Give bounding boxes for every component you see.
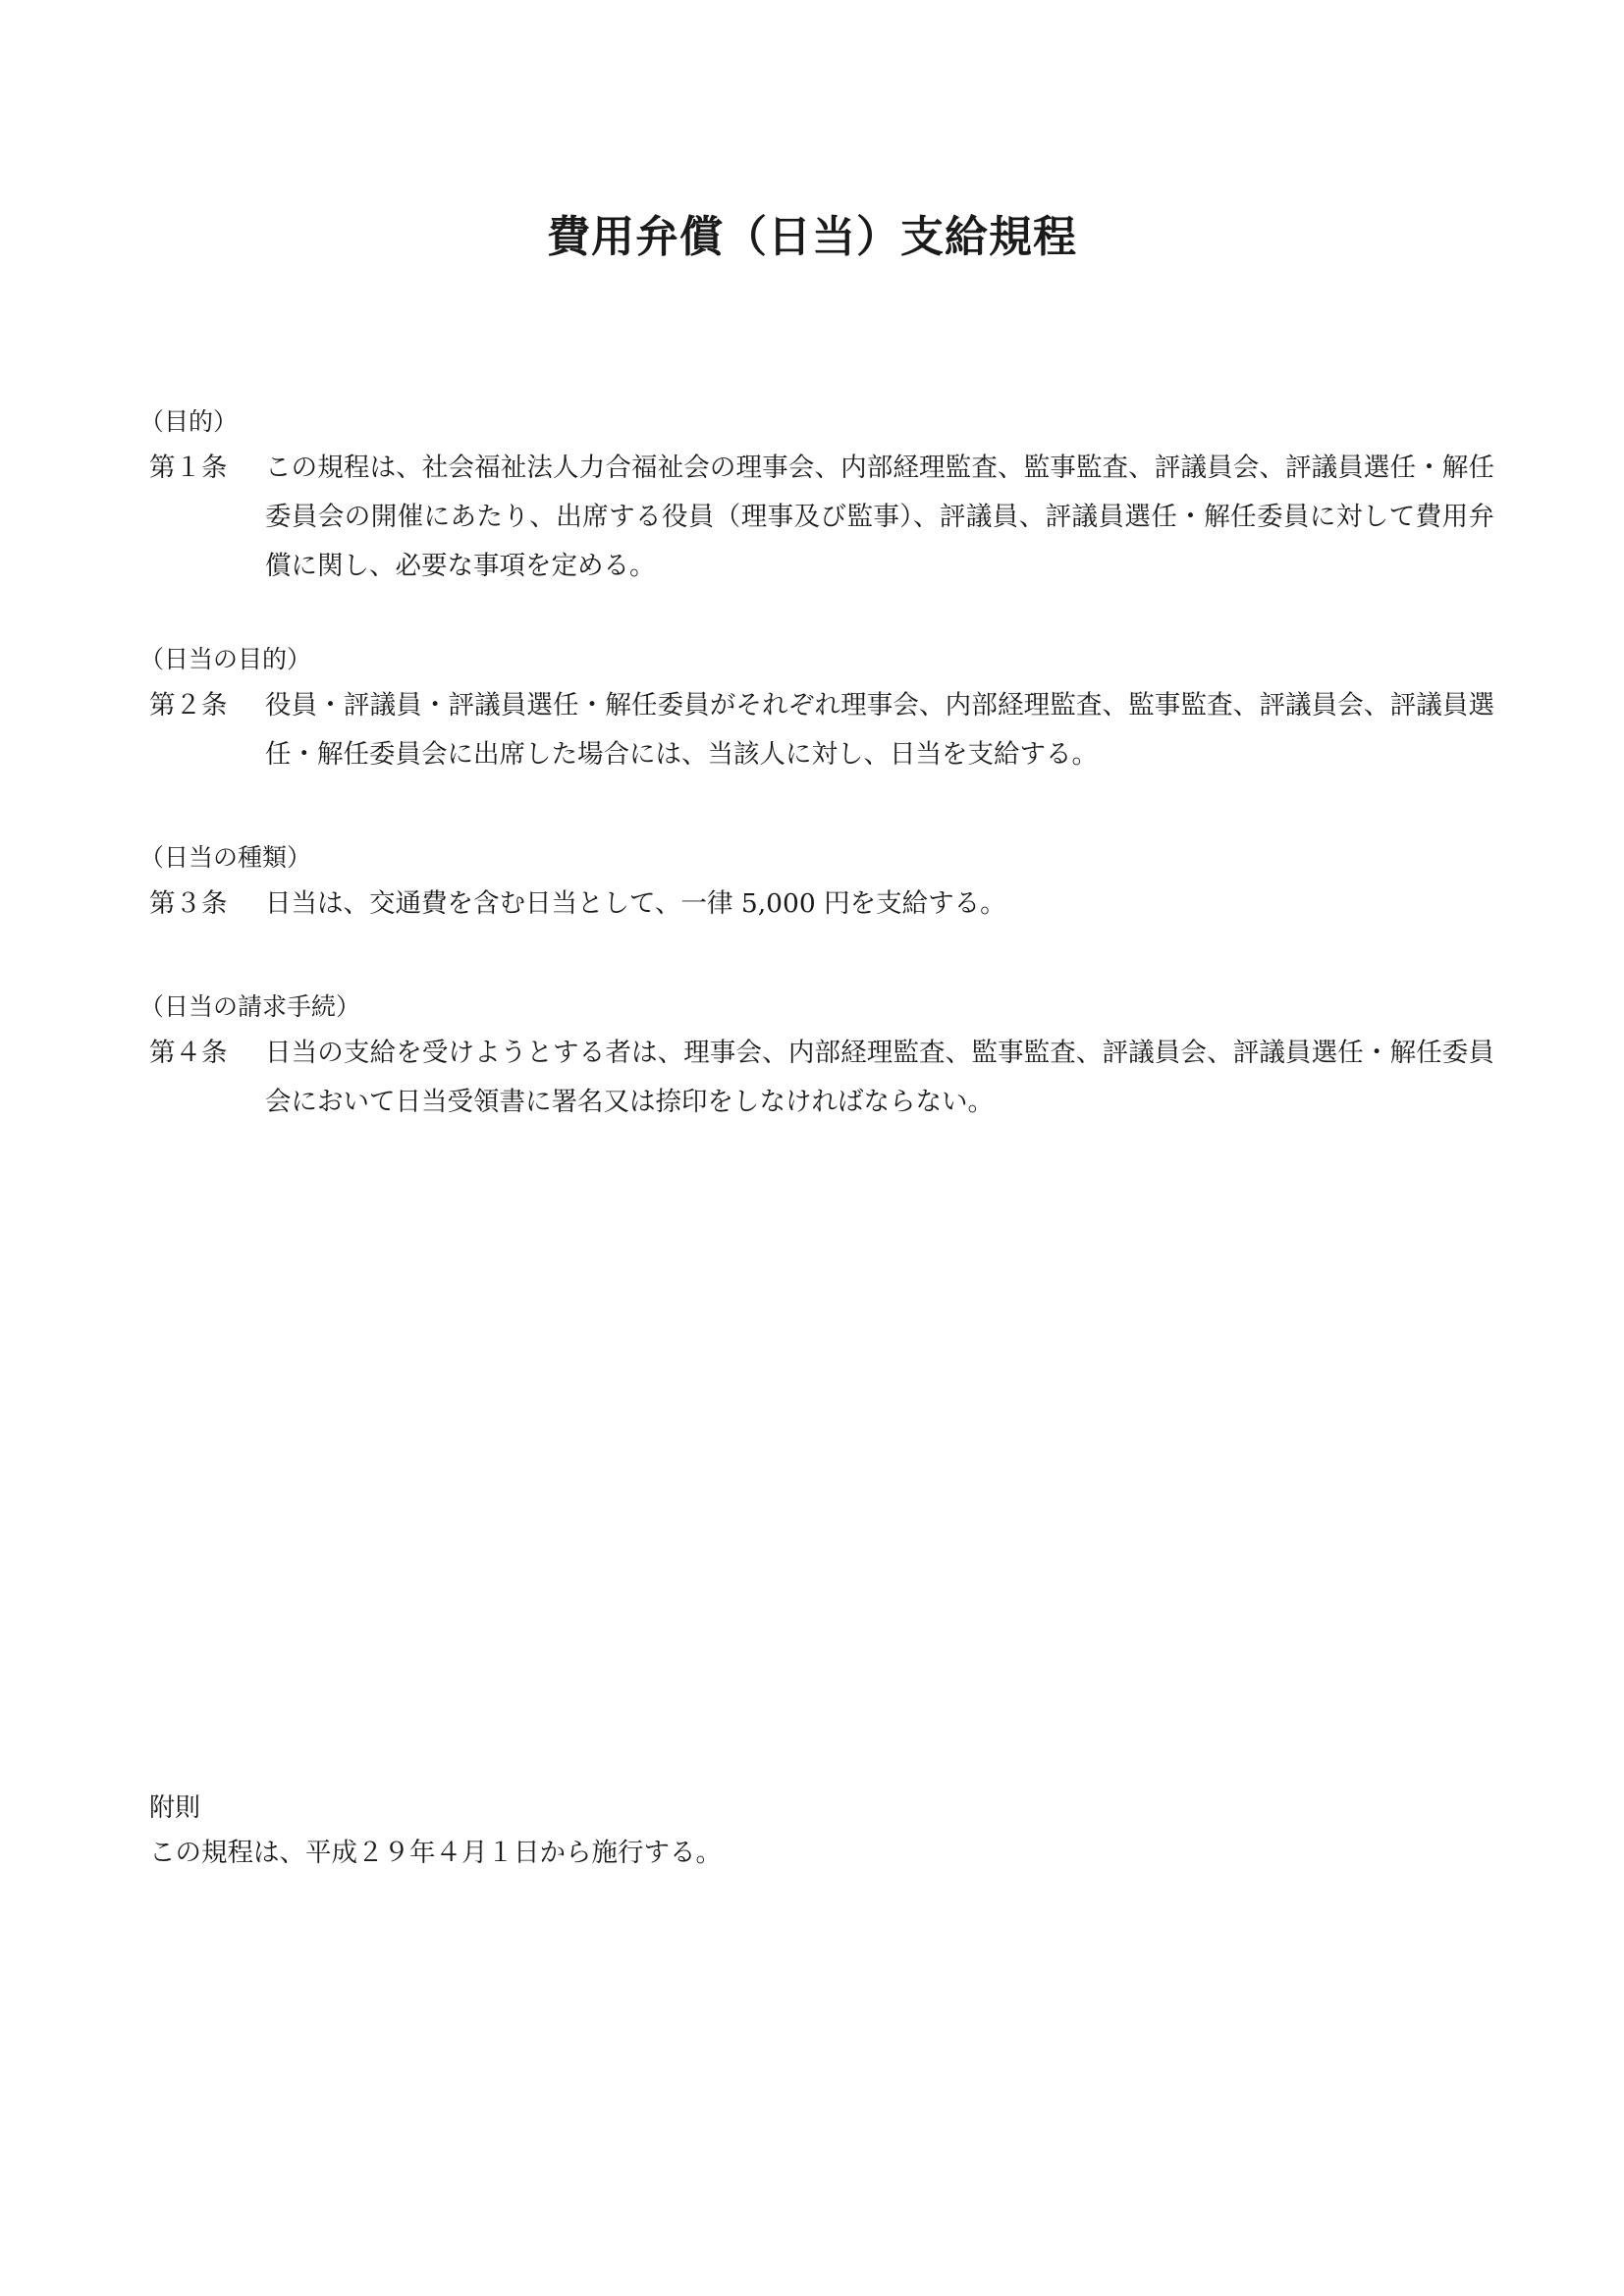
article-3-heading: （日当の種類） — [139, 843, 312, 872]
document-title: 費用弁償（日当）支給規程 — [547, 212, 1077, 262]
article-4-heading: （日当の請求手続） — [139, 992, 361, 1021]
article-4-number: 第４条 — [149, 1038, 228, 1068]
article-1-number: 第１条 — [149, 453, 228, 483]
article-4 — [149, 1029, 1494, 1127]
article-2-number: 第２条 — [149, 690, 228, 721]
article-2-text: 役員・評議員・評議員選任・解任委員がそれぞれ理事会、内部経理監査、監事監査、評議員会、評議員選任・解任委員会に出席した場合には、当該人に対し、日当を支給する。 — [265, 690, 1494, 770]
article-2-heading: （日当の目的） — [139, 645, 312, 673]
article-3-number: 第３条 — [149, 888, 228, 919]
article-1-heading: （目的） — [139, 407, 239, 436]
article-1 — [149, 444, 1494, 591]
article-3 — [149, 880, 1494, 929]
article-4-text: 日当の支給を受けようとする者は、理事会、内部経理監査、監事監査、評議員会、評議員選任・解任委員会において日当受領書に署名又は捺印をしなければならない。 — [265, 1038, 1494, 1117]
supplementary-provisions-heading: 附則 — [149, 1793, 201, 1823]
article-1-text: この規程は、社会福祉法人力合福祉会の理事会、内部経理監査、監事監査、評議員会、評議員選任・解任委員会の開催にあたり、出席する役員（理事及び監事）、評議員、評議員選任・解任委員に対して費用弁償に関し、必要な事項を定める。 — [265, 453, 1494, 581]
supplementary-provisions-text: この規程は、平成２９年４月１日から施行する。 — [149, 1838, 722, 1868]
article-2 — [149, 681, 1494, 779]
article-3-text: 日当は、交通費を含む日当として、一律 5,000 円を支給する。 — [265, 888, 1006, 919]
